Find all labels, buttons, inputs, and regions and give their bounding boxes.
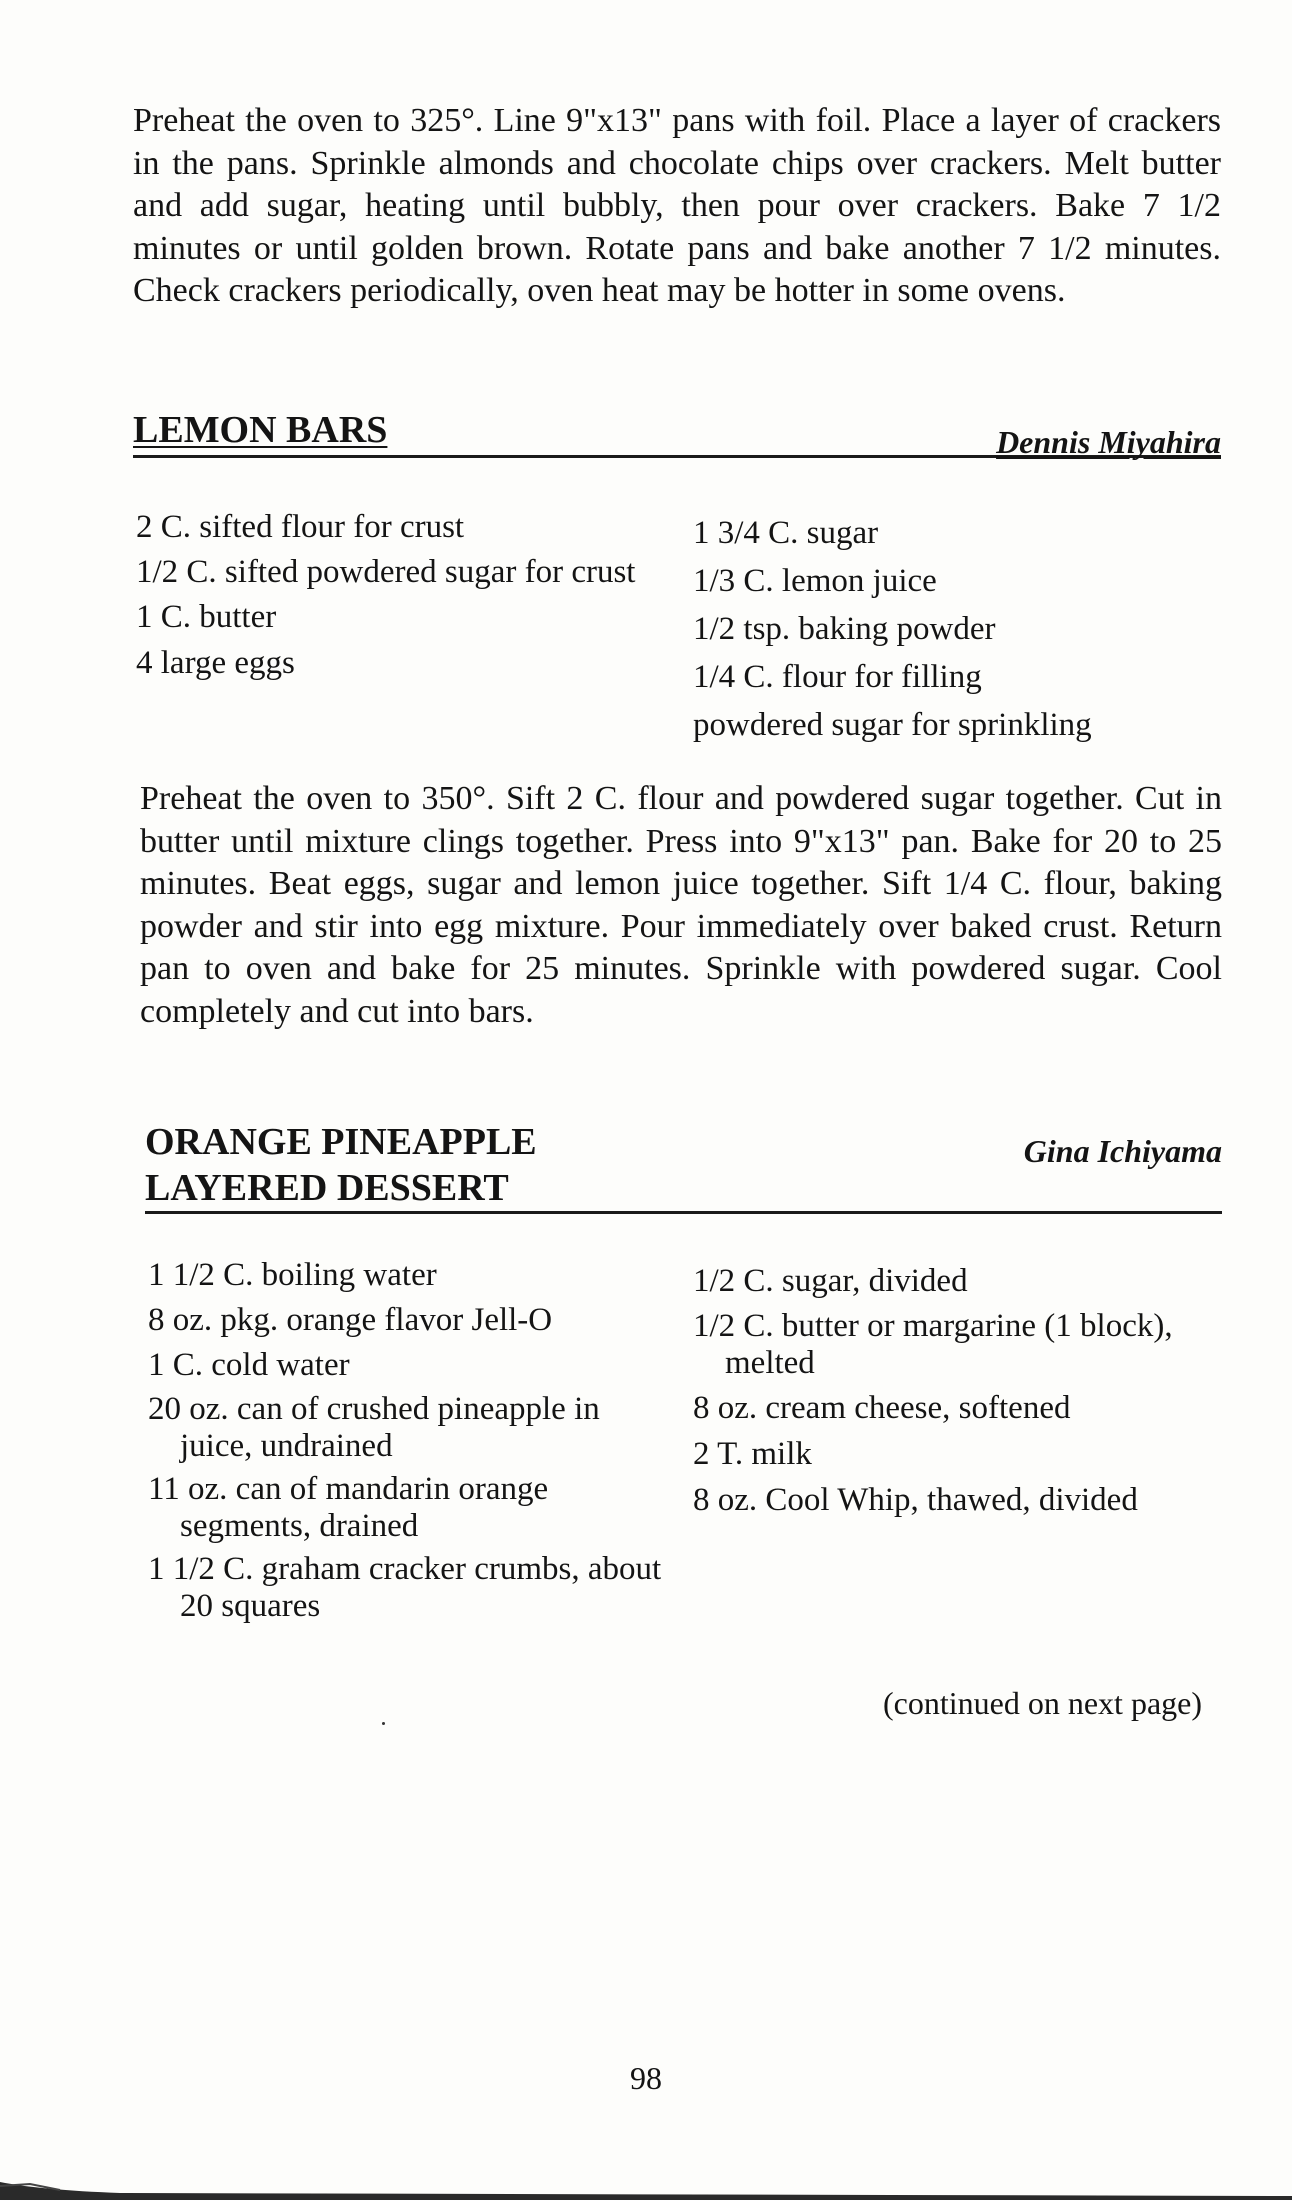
ingredient: 1 C. butter	[136, 599, 277, 635]
ingredient: 2 C. sifted flour for crust	[136, 509, 465, 545]
ingredient: 8 oz. Cool Whip, thawed, divided	[693, 1482, 1138, 1518]
ingredient: 1/2 C. sifted powdered sugar for crust	[136, 554, 636, 590]
recipe-title-line: ORANGE PINEAPPLE	[145, 1121, 537, 1163]
ingredient: 1 1/2 C. graham cracker crumbs, about 20 squares	[148, 1551, 662, 1624]
ingredient: 8 oz. pkg. orange flavor Jell-O	[148, 1302, 553, 1338]
orange-dessert-header	[145, 1115, 1222, 1214]
ingredient: 4 large eggs	[136, 645, 295, 681]
ingredient: 20 oz. can of crushed pineapple in juice, undrained	[148, 1391, 600, 1464]
page-number: 98	[630, 2060, 662, 2096]
intro-directions: Preheat the oven to 325°. Line 9"x13" pans with foil. Place a layer of crackers in the pans. Sprinkle almonds and chocolate chips over crackers. Melt butter and add sugar, heating until bubbly, then pour over crackers. Bake 7 1/2 minutes or until golden brown. Rotate pans and bake another 7 1/2 minutes. Check crackers periodically, oven heat may be hotter in some ovens.	[133, 102, 1221, 309]
ingredient: powdered sugar for sprinkling	[693, 707, 1092, 743]
ingredient: 2 T. milk	[693, 1436, 812, 1472]
orange-ingredients-left	[148, 1256, 668, 1631]
print-speck	[382, 1722, 385, 1725]
ingredient: 8 oz. cream cheese, softened	[693, 1390, 1071, 1426]
recipe-title: LEMON BARS	[133, 409, 388, 451]
recipe-author: Dennis Miyahira	[996, 424, 1221, 460]
ingredient: 1 1/2 C. boiling water	[148, 1257, 437, 1293]
ingredient: 1/3 C. lemon juice	[693, 563, 937, 599]
lemon-bars-directions: Preheat the oven to 350°. Sift 2 C. flour and powdered sugar together. Cut in butter until mixture clings together. Press into 9"x13" pan. Bake for 20 to 25 minutes. Beat eggs, sugar and lemon juice together. Sift 1/4 C. flour, baking powder and stir into egg mixture. Pour immediately over baked crust. Return pan to oven and bake for 25 minutes. Sprinkle with powdered sugar. Cool completely and cut into bars.	[140, 780, 1222, 1030]
lemon-ingredients-left	[136, 508, 636, 690]
orange-ingredients-right	[693, 1262, 1228, 1527]
ingredient: 1 C. cold water	[148, 1347, 350, 1383]
ingredient: 1/2 C. sugar, divided	[693, 1263, 968, 1299]
recipe-author: Gina Ichiyama	[1023, 1133, 1222, 1169]
lemon-ingredients-right	[693, 512, 1213, 752]
recipe-title-line: LAYERED DESSERT	[145, 1167, 509, 1209]
ingredient: 11 oz. can of mandarin orange segments, drained	[148, 1471, 549, 1544]
ingredient: 1/2 tsp. baking powder	[693, 611, 996, 647]
lemon-bars-header	[133, 405, 1221, 458]
recipe-title	[145, 1119, 537, 1211]
ingredient: 1/4 C. flour for filling	[693, 659, 982, 695]
ingredient: 1/2 C. butter or margarine (1 block), melted	[693, 1308, 1173, 1381]
continued-note: (continued on next page)	[883, 1685, 1202, 1721]
ingredient: 1 3/4 C. sugar	[693, 515, 879, 551]
page-edge-shadow	[0, 2160, 1292, 2200]
